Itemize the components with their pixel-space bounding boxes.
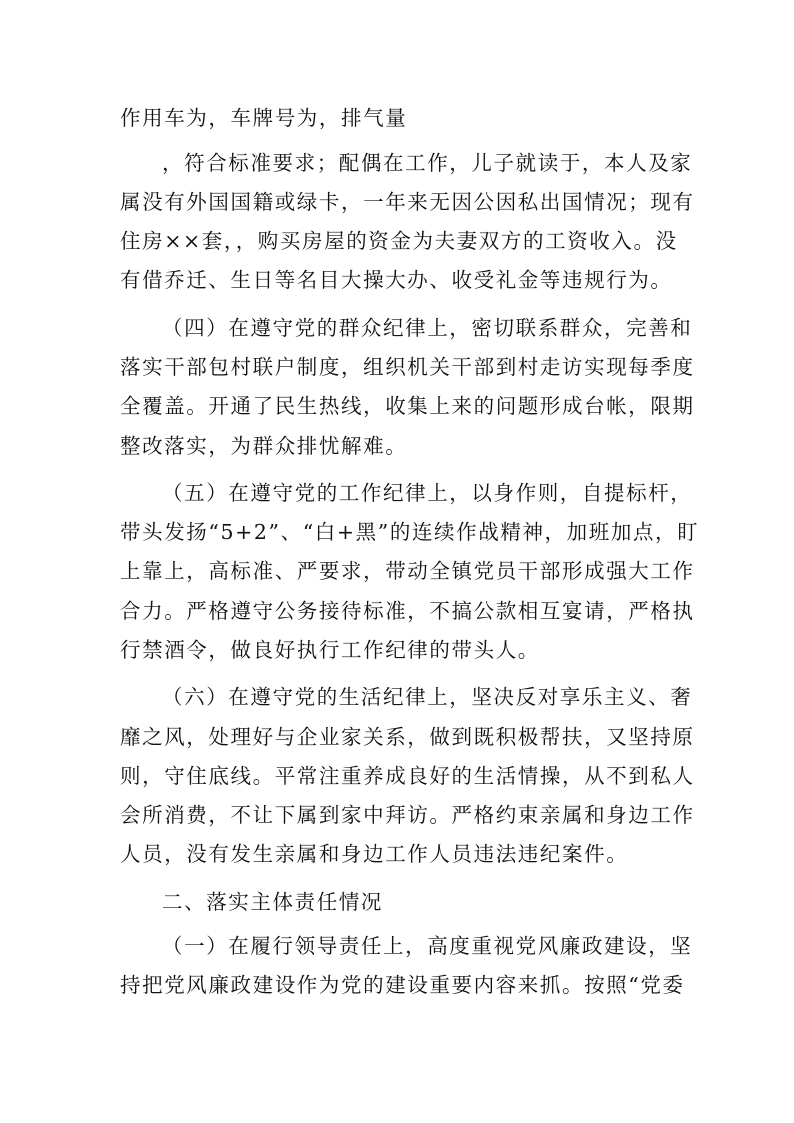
paragraph-start-line: （五）在遵守党的工作纪律上，以身作则，自提标杆， bbox=[162, 481, 693, 505]
text-line: 靡之风，处理好与企业家关系，做到既积极帮扶，又坚持原 bbox=[120, 725, 695, 749]
text-line: 落实干部包村联户制度，组织机关干部到村走访实现每季度 bbox=[120, 355, 695, 379]
text-line: ，符合标准要求；配偶在工作，儿子就读于，本人及家 bbox=[162, 151, 693, 175]
text-line: 整改落实，为群众排忧解难。 bbox=[120, 434, 408, 458]
text-line: 属没有外国国籍或绿卡，一年来无因公因私出国情况；现有 bbox=[120, 190, 695, 214]
text-line: 带头发扬“5+2”、“白+黑”的连续作战精神，加班加点，盯 bbox=[120, 520, 700, 544]
text-line: 持把党风廉政建设作为党的建设重要内容来抓。按照“党委 bbox=[120, 973, 685, 997]
text-line: 则，守住底线。平常注重养成良好的生活情操，从不到私人 bbox=[120, 764, 695, 788]
paragraph-start-line: （六）在遵守党的生活纪律上，坚决反对享乐主义、奢 bbox=[162, 685, 693, 709]
text-line: 合力。严格遵守公务接待标准，不搞公款相互宴请，严格执 bbox=[120, 599, 695, 623]
text-line: 上靠上，高标准、严要求，带动全镇党员干部形成强大工作 bbox=[120, 559, 695, 583]
text-line: 住房××套，，购买房屋的资金为夫妻双方的工资收入。没 bbox=[120, 229, 678, 253]
text-line: 人员，没有发生亲属和身边工作人员违法违纪案件。 bbox=[120, 842, 629, 866]
section-heading: 二、落实主体责任情况 bbox=[162, 890, 383, 914]
paragraph-start-line: （一）在履行领导责任上，高度重视党风廉政建设，坚 bbox=[162, 934, 693, 958]
paragraph-start-line: （四）在遵守党的群众纪律上，密切联系群众，完善和 bbox=[162, 316, 693, 340]
text-line: 行禁酒令，做良好执行工作纪律的带头人。 bbox=[120, 638, 540, 662]
text-line: 会所消费，不让下属到家中拜访。严格约束亲属和身边工作 bbox=[120, 803, 695, 827]
text-line: 全覆盖。开通了民生热线，收集上来的问题形成台帐，限期 bbox=[120, 394, 695, 418]
text-line: 作用车为，车牌号为，排气量 bbox=[120, 106, 408, 130]
text-line: 有借乔迁、生日等名目大操大办、收受礼金等违规行为。 bbox=[120, 268, 673, 292]
